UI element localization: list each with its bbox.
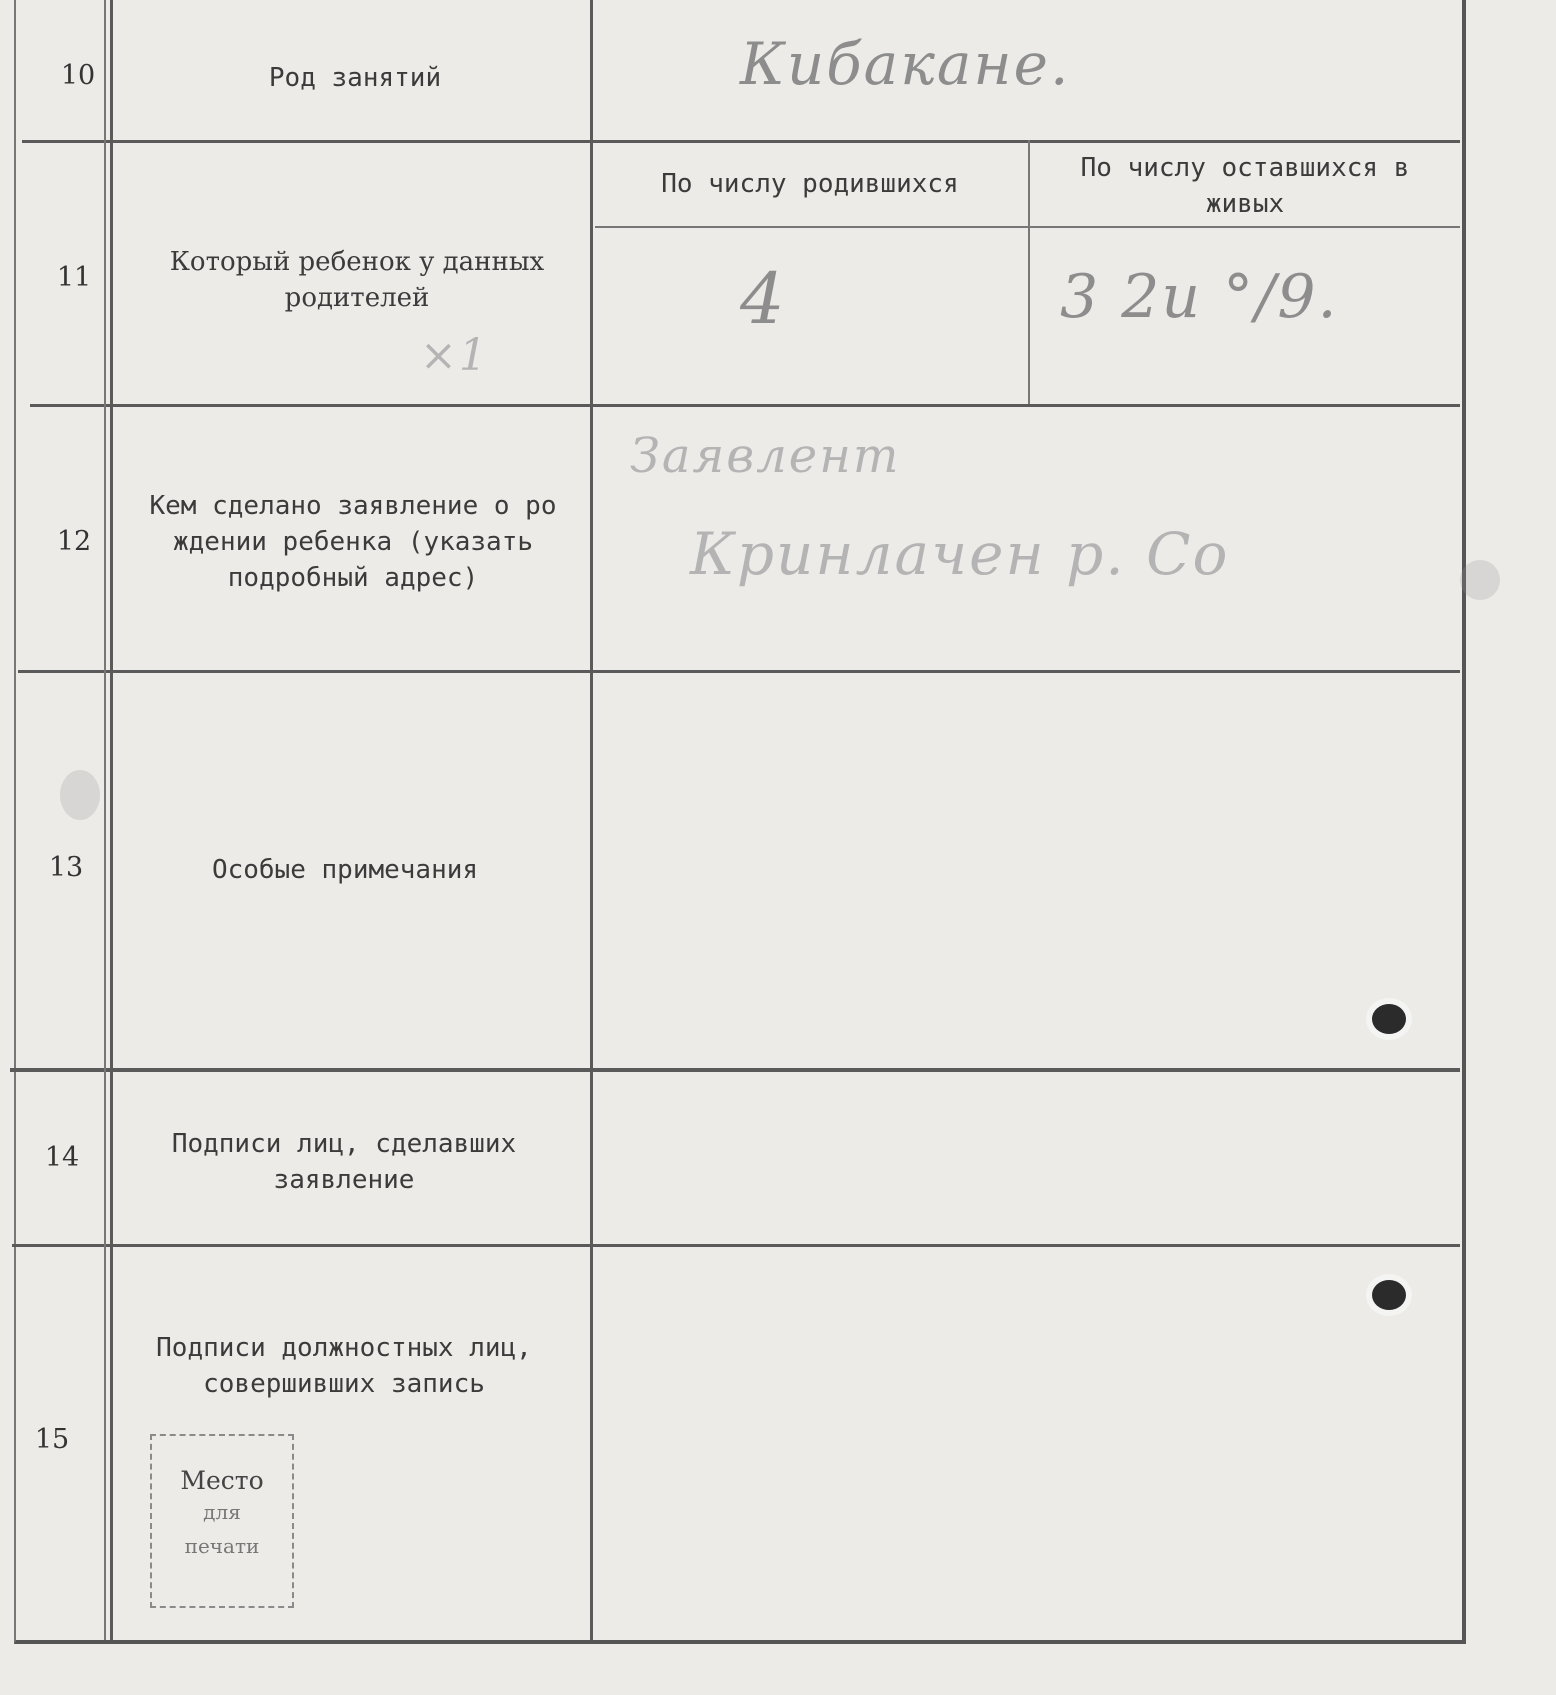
stamp-text: печати (184, 1534, 260, 1558)
row-number: 12 (56, 526, 92, 557)
stamp-placeholder (150, 1434, 294, 1608)
punch-hole-icon (1372, 1004, 1406, 1034)
label-line: подробный адрес) (227, 563, 479, 593)
subheader-alive: По числу оставшихся в живых (1080, 153, 1410, 219)
handwritten-born-count: 4 (740, 258, 787, 340)
label-line: Подписи лиц, сделавших (171, 1129, 517, 1159)
handwritten-alive-count: 3 2и °/9. (1060, 262, 1339, 332)
rule-row-11-12 (30, 404, 1460, 407)
paper-stain (1460, 560, 1500, 600)
rule-row-14-15 (12, 1244, 1460, 1247)
punch-hole-icon (1372, 1280, 1406, 1310)
handwritten-occupation: Кибакане. (740, 30, 1071, 98)
row-label: Род занятий (268, 63, 442, 93)
rule-col-sub (1028, 140, 1030, 404)
row-label: Который ребенок у данных родителей (169, 247, 545, 313)
row-number: 11 (56, 262, 92, 293)
row-label (104, 1126, 584, 1198)
row-number: 14 (44, 1142, 80, 1173)
rule-row-10-11 (22, 140, 1460, 143)
subheader-born: По числу родившихся (661, 169, 959, 199)
row-number: 15 (34, 1424, 70, 1455)
row-label (104, 1330, 584, 1402)
rule-row-12-13 (18, 670, 1460, 673)
label-line: Кем сделано заявление о ро (149, 491, 557, 521)
handwritten-declarant-name: Кринлачен р. Со (690, 520, 1230, 588)
stamp-text: для (203, 1500, 241, 1524)
row-number: 10 (60, 60, 96, 91)
paper-stain (60, 770, 100, 820)
rule-row-13-14 (10, 1068, 1460, 1072)
row-label (118, 488, 588, 596)
row-number: 13 (48, 852, 84, 883)
label-line: ждении ребенка (указать (172, 527, 534, 557)
label-line: заявление (273, 1165, 415, 1195)
label-line: Подписи должностных лиц, (156, 1333, 532, 1363)
row-label: Особые примечания (211, 855, 479, 885)
margin-note: ×1 (420, 330, 489, 381)
handwritten-declarant: Заявлент (630, 428, 901, 484)
stamp-text: Место (180, 1466, 264, 1495)
label-line: совершивших запись (203, 1369, 485, 1399)
